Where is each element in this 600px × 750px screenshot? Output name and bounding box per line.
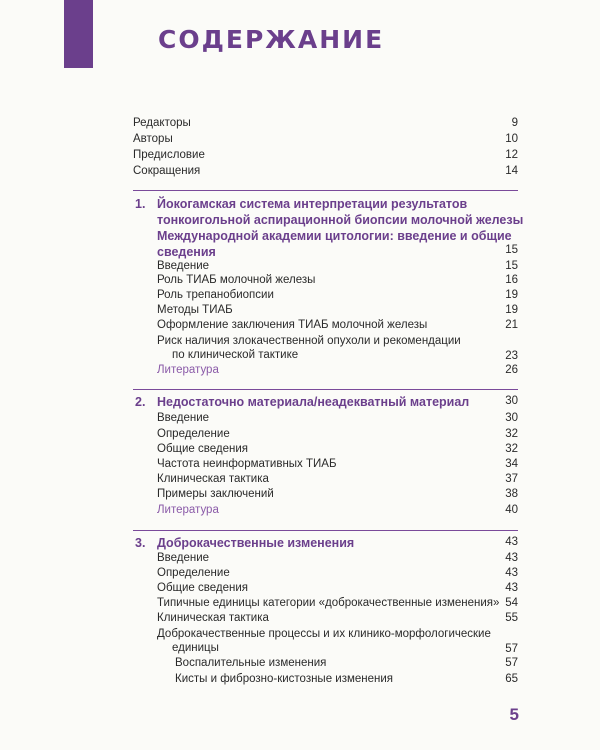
chapter-number: 2. bbox=[135, 395, 146, 409]
front-matter-page: 14 bbox=[505, 165, 518, 177]
toc-item-page: 55 bbox=[505, 612, 518, 624]
chapter-number: 1. bbox=[135, 197, 146, 211]
chapter-page: 43 bbox=[505, 536, 518, 548]
chapter-rule bbox=[133, 389, 518, 390]
toc-item-label: Определение bbox=[157, 428, 230, 440]
toc-subitem-label: Воспалительные изменения bbox=[175, 657, 327, 669]
toc-item-label: Риск наличия злокачественной опухоли и рекомендации bbox=[157, 335, 461, 347]
chapter-title: сведения bbox=[157, 245, 216, 259]
toc-item-page: 21 bbox=[505, 319, 518, 331]
toc-item-page: 23 bbox=[505, 350, 518, 362]
toc-item-page: 32 bbox=[505, 428, 518, 440]
toc-item-label: Примеры заключений bbox=[157, 488, 274, 500]
toc-item-label: Клиническая тактика bbox=[157, 473, 269, 485]
chapter-title: Международной академии цитологии: введение и общие bbox=[157, 229, 512, 243]
toc-item-label: Общие сведения bbox=[157, 582, 248, 594]
chapter-rule bbox=[133, 530, 518, 531]
chapter-page: 15 bbox=[505, 244, 518, 256]
toc-item-label: Доброкачественные процессы и их клинико-морфологические bbox=[157, 628, 491, 640]
toc-item-label-cont: единицы bbox=[172, 642, 219, 654]
toc-item-page: 57 bbox=[505, 657, 518, 669]
toc-item-label: Методы ТИАБ bbox=[157, 304, 233, 316]
literature-page: 26 bbox=[505, 364, 518, 376]
front-matter-label: Предисловие bbox=[133, 149, 205, 161]
front-matter-label: Авторы bbox=[133, 133, 173, 145]
toc-item-label: Общие сведения bbox=[157, 443, 248, 455]
front-matter-label: Редакторы bbox=[133, 117, 191, 129]
toc-item-page: 43 bbox=[505, 582, 518, 594]
front-matter-label: Сокращения bbox=[133, 165, 201, 177]
toc-subitem-label: Кисты и фиброзно-кистозные изменения bbox=[175, 673, 394, 685]
toc-item-page: 32 bbox=[505, 443, 518, 455]
chapter-number: 3. bbox=[135, 536, 146, 550]
literature-page: 40 bbox=[505, 504, 518, 516]
toc-item-page: 54 bbox=[505, 597, 518, 609]
toc-item-label-cont: по клинической тактике bbox=[172, 349, 299, 361]
chapter-page: 30 bbox=[505, 395, 518, 407]
toc-item-page: 19 bbox=[505, 289, 518, 301]
toc-item-page: 43 bbox=[505, 552, 518, 564]
toc-item-label: Оформление заключения ТИАБ молочной железы bbox=[157, 319, 428, 331]
toc-item-label: Роль ТИАБ молочной железы bbox=[157, 274, 316, 286]
front-matter-page: 10 bbox=[505, 133, 518, 145]
front-matter-page: 9 bbox=[511, 117, 518, 129]
toc-item-page: 38 bbox=[505, 488, 518, 500]
toc-item-label: Клиническая тактика bbox=[157, 612, 269, 624]
toc-item-label: Введение bbox=[157, 412, 210, 424]
literature-label: Литература bbox=[157, 504, 219, 516]
toc-item-page: 34 bbox=[505, 458, 518, 470]
toc-item-label: Типичные единицы категории «доброкачественные изменения» bbox=[157, 597, 500, 609]
toc-item-page: 19 bbox=[505, 304, 518, 316]
chapter-title: тонкоигольной аспирационной биопсии молочной железы bbox=[157, 213, 524, 227]
chapter-title: Йокогамская система интерпретации результатов bbox=[157, 197, 468, 211]
toc-item-page: 37 bbox=[505, 473, 518, 485]
toc-item-page: 57 bbox=[505, 643, 518, 655]
toc-item-label: Частота неинформативных ТИАБ bbox=[157, 458, 337, 470]
toc-item-label: Определение bbox=[157, 567, 230, 579]
toc-item-page: 65 bbox=[505, 673, 518, 685]
toc-item-label: Роль трепанобиопсии bbox=[157, 289, 274, 301]
toc-item-label: Введение bbox=[157, 260, 210, 272]
chapter-rule bbox=[133, 190, 518, 191]
toc-item-page: 15 bbox=[505, 260, 518, 272]
toc-item-page: 43 bbox=[505, 567, 518, 579]
page-title: СОДЕРЖАНИЕ bbox=[158, 25, 385, 54]
literature-label: Литература bbox=[157, 364, 219, 376]
page-number: 5 bbox=[509, 705, 519, 724]
chapter-title: Доброкачественные изменения bbox=[157, 536, 355, 550]
toc-item-page: 30 bbox=[505, 412, 518, 424]
toc-item-page: 16 bbox=[505, 274, 518, 286]
front-matter-page: 12 bbox=[505, 149, 518, 161]
toc-item-label: Введение bbox=[157, 552, 210, 564]
chapter-title: Недостаточно материала/неадекватный материал bbox=[157, 395, 470, 409]
